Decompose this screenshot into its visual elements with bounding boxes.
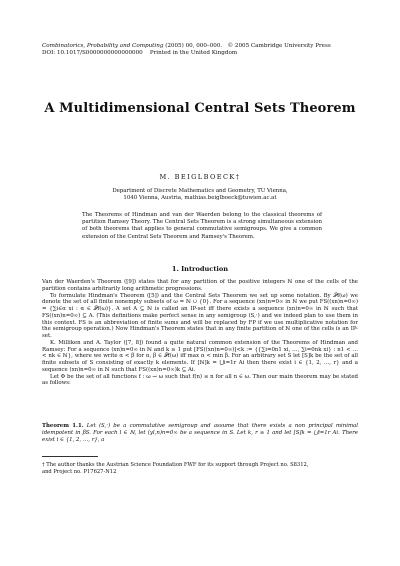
journal-line	[42, 43, 372, 50]
copyright: © 2005 Cambridge University Press	[227, 43, 331, 49]
footnote-rule	[42, 456, 98, 457]
journal-year-pages: (2005) 00, 000–000.	[165, 43, 223, 49]
theorem-label: Theorem 1.1.	[42, 423, 84, 429]
paragraph: Van der Waerden's Theorem ([9]) states that for any partition of the positive integers ℕ one of the cells of the partition contains arbitrarily long arithmetic progressions.	[42, 279, 358, 292]
doi-line	[42, 50, 372, 57]
theorem-statement: Let (S,·) be a commutative semigroup and assume that there exists a non principal minimal idempotent in βS. For each l ∈ ℕ, let (yl,n)n=0∞ be a sequence in S. Let k, r ≥ 1 and let [S]k = ⋃i=1r Ai. There exist i ∈ {1, 2, …, r}, a	[42, 423, 358, 443]
paragraph: K. Milliken and A. Taylor ([7, 8]) found a quite natural common extension of the Theorems of Hindman and Ramsey: For a sequence (xn)n=0∞ in ℕ and k ≥ 1 put [FS((xn)n=0∞)]<k := {{∑i=0n1 xi, …, ∑i=0nk xi} : n1 < … < nk ∈ ℕ}, where we write α < β for α, β ∈ 𝒫f(ω) iff max α < min β. For an arbitrary set S let [S]k be the set of all finite subsets of S consisting of exactly k elements. If [ℕ]k = ⋃i=1r Ai then there exist i ∈ {1, 2, …, r} and a sequence (xn)n=0∞ in ℕ such that FS((xn)n=0∞)k ⊆ Ai.	[42, 339, 358, 373]
theorem-block	[42, 423, 358, 443]
paragraph: To formulate Hindman's Theorem ([5]) and the Central Sets Theorem we set up some notation. By 𝒫f(ω) we denote the set of all finite nonempty subsets of ω = ℕ ∪ {0}. For a sequence (xn)n=0∞ in ℕ we put FS((xn)n=0∞) = {∑i∈α xi : α ∈ 𝒫f(ω)}. A set A ⊆ ℕ is called an IP-set iff there exists a sequence (xn)n=0∞ in ℕ such that FS((xn)n=0∞) ⊆ A. (This definitions make perfect sense in any semigroup (S,·) and we indeed plan to use them in this context. FS is an abbreviation of finite sums and will be replaced by FP if we use multiplicative notation for the semigroup operation.) Now Hindman's Theorem states that in any finite partition of ℕ one of the cells is an IP-set.	[42, 292, 358, 339]
affiliation-line-2: 1040 Vienna, Austria, mathias.beiglboeck@tuwien.ac.at	[123, 195, 277, 201]
section-body	[42, 279, 358, 387]
doi: DOI: 10.1017/S0000000000000000	[42, 50, 143, 56]
journal-header	[42, 43, 372, 57]
footnote	[42, 462, 358, 476]
section-heading: 1. Introduction	[171, 265, 229, 273]
paragraph: Let Φ be the set of all functions f : ω → ω such that f(n) ≤ n for all n ∈ ω. Then our main theorem may be stated as follows:	[42, 373, 358, 387]
affiliation	[0, 188, 400, 202]
paper-title: A Multidimensional Central Sets Theorem	[44, 101, 356, 116]
footnote-line-2: and Project no. P17627-N12	[42, 469, 117, 475]
printed-location: Printed in the United Kingdom	[149, 50, 238, 56]
footnote-line-1: † The author thanks the Austrian Science Foundation FWF for its support through Project no. S8312,	[42, 462, 309, 468]
abstract: The Theorems of Hindman and van der Waerden belong to the classical theorems of partition Ramsey Theory. The Central Sets Theorem is a strong simultaneous extension of both theorems that applies to general commutative semigroups. We give a common extension of the Central Sets Theorem and Ramsey's Theorem.	[82, 212, 322, 240]
author-name: M. BEIGLBOECK†	[159, 173, 241, 181]
journal-name: Combinatorics, Probability and Computing	[42, 43, 164, 49]
affiliation-line-1: Department of Discrete Mathematics and Geometry, TU Vienna,	[112, 188, 288, 194]
